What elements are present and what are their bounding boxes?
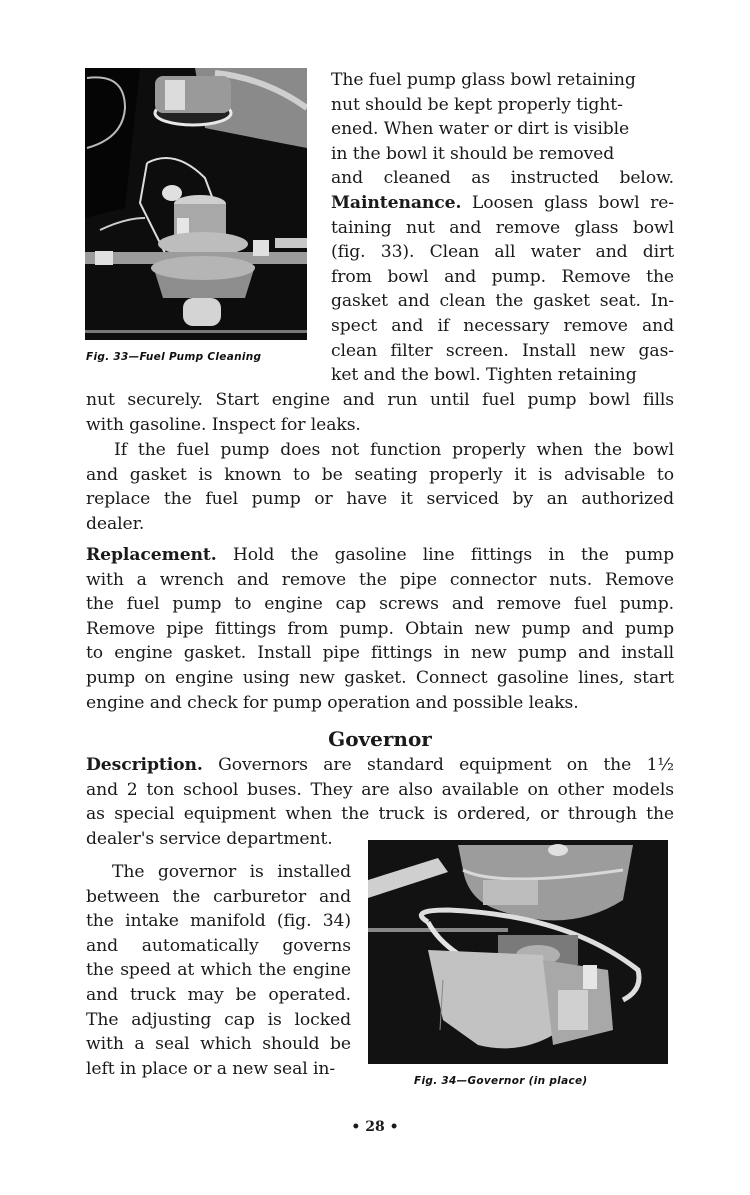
fuel-pump-image xyxy=(85,68,307,340)
text-line: replace the fuel pump or have it serviced by an authorized xyxy=(86,489,674,510)
fuel-pump-paragraph xyxy=(331,68,674,388)
text-line: the intake manifold (fig. 34) xyxy=(86,911,351,932)
replacement-paragraph xyxy=(86,543,674,715)
text-line: and 2 ton school buses. They are also available on other models xyxy=(86,779,674,800)
text-line: the speed at which the engine xyxy=(86,960,351,981)
text-line: pump on engine using new gasket. Connect gasoline lines, start xyxy=(86,667,674,688)
replacement-line: Replacement. Hold the gasoline line fittings in the pump xyxy=(86,545,674,565)
text-line: with gasoline. Inspect for leaks. xyxy=(86,414,361,435)
text-line: and truck may be operated. xyxy=(86,984,351,1005)
text-line: from bowl and pump. Remove the xyxy=(331,266,674,287)
text-line: The adjusting cap is locked xyxy=(86,1009,351,1030)
text-line: taining nut and remove glass bowl xyxy=(331,217,674,238)
text-line: left in place or a new seal in- xyxy=(86,1058,336,1079)
text-line: with a wrench and remove the pipe connector nuts. Remove xyxy=(86,569,674,590)
maintenance-continuation xyxy=(86,388,674,437)
text-line: and automatically governs xyxy=(86,935,351,956)
text-line: ket and the bowl. Tighten retaining xyxy=(331,365,637,386)
text-line: The fuel pump glass bowl retaining xyxy=(331,70,636,90)
fig33-caption: Fig. 33—Fuel Pump Cleaning xyxy=(86,351,262,363)
text-line: nut should be kept properly tight- xyxy=(331,94,623,115)
text-line: and gasket is known to be seating properly it is advisable to xyxy=(86,464,674,485)
text-line: and cleaned as instructed below. xyxy=(331,168,674,189)
text-line: engine and check for pump operation and possible leaks. xyxy=(86,692,579,713)
text-line: dealer's service department. xyxy=(86,828,333,849)
text-line: ened. When water or dirt is visible xyxy=(331,119,630,140)
text-line: gasket and clean the gasket seat. In- xyxy=(331,291,674,312)
governor-description xyxy=(86,753,674,851)
service-paragraph xyxy=(86,438,674,536)
replacement-label: Replacement. xyxy=(86,545,217,565)
text-line: as special equipment when the truck is ordered, or through the xyxy=(86,804,674,825)
maintenance-line: Maintenance. Loosen glass bowl re- xyxy=(331,192,674,213)
text-line: The governor is installed xyxy=(112,862,351,882)
text-line: in the bowl it should be removed xyxy=(331,143,615,164)
text-line: to engine gasket. Install pipe fittings in new pump and install xyxy=(86,643,674,664)
governor-install-paragraph xyxy=(86,860,351,1081)
text-line: between the carburetor and xyxy=(86,886,351,907)
text-line: (fig. 33). Clean all water and dirt xyxy=(331,242,674,263)
text-line: nut securely. Start engine and run until fuel pump bowl fills xyxy=(86,390,674,410)
fig33-photo xyxy=(85,68,307,340)
text-line: with a seal which should be xyxy=(86,1034,351,1055)
page-number: • 28 • xyxy=(351,1119,399,1135)
section-heading-governor: Governor xyxy=(328,727,432,751)
text-line: Remove pipe fittings from pump. Obtain new pump and pump xyxy=(86,618,674,639)
text-line: spect and if necessary remove and xyxy=(331,315,674,336)
text-line: If the fuel pump does not function properly when the bowl xyxy=(114,440,674,460)
text-line: dealer. xyxy=(86,513,145,534)
description-label: Description. xyxy=(86,755,203,775)
text-line: the fuel pump to engine cap screws and remove fuel pump. xyxy=(86,594,674,615)
description-line: Description. Governors are standard equipment on the 1½ xyxy=(86,755,674,775)
governor-image xyxy=(368,840,668,1064)
fig34-caption: Fig. 34—Governor (in place) xyxy=(414,1075,588,1087)
maintenance-label: Maintenance. xyxy=(331,192,462,213)
fig34-photo xyxy=(368,840,668,1064)
text-line: clean filter screen. Install new gas- xyxy=(331,340,674,361)
